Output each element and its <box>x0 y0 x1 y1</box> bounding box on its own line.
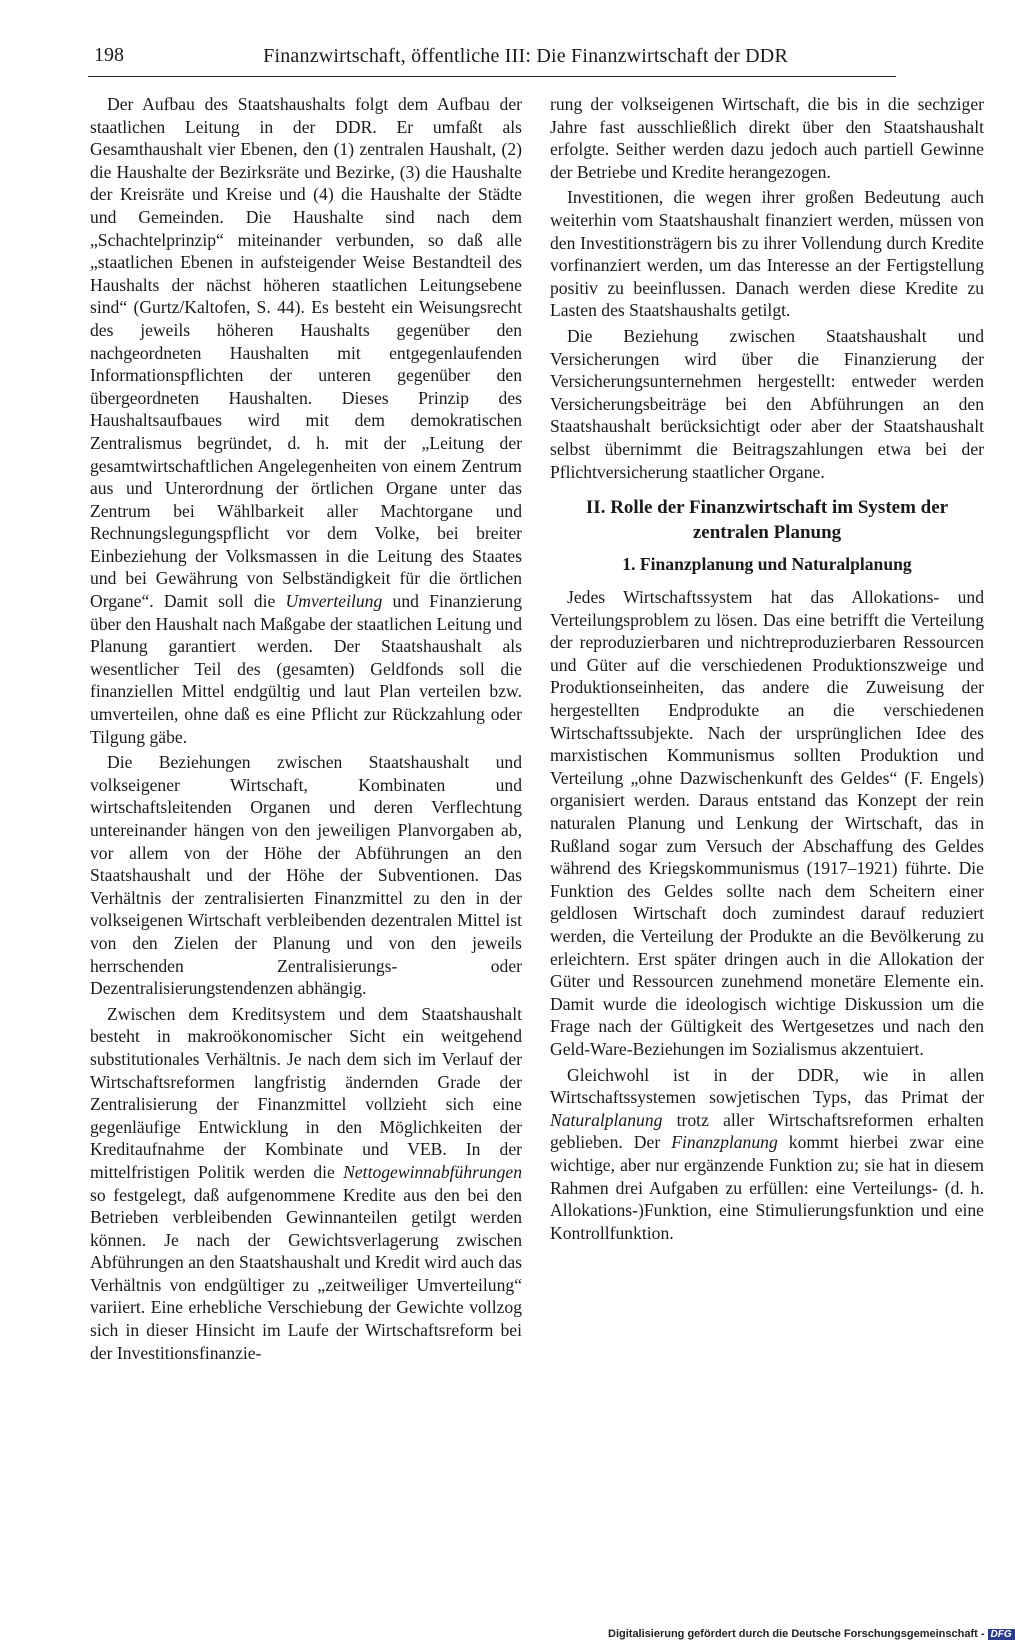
paragraph-text: und Finanzierung über den Haushalt nach Maßgabe der staatlichen Leitung und Planung garantiert werden. Der Staatshaushalt als wesentlicher Teil des (gesamten) Geldfonds soll die finanziellen Mittel endgültig und laut Plan verteilen bzw. umverteilen, ohne daß es eine Pflicht zur Rückzahlung oder Tilgung gäbe. <box>90 591 522 747</box>
running-title: Finanzwirtschaft, öffentliche III: Die Finanzwirtschaft der DDR <box>263 45 788 67</box>
paragraph: Die Beziehung zwischen Staatshaushalt und Versicherungen wird über die Finanzierung der Versicherungsunternehmen hergestellt: entweder werden Versicherungsbeiträge bei den Abführungen an den Staatshaushalt berücksichtigt oder aber der Staatshaushalt selbst übernimmt die Beitragszahlungen etwa bei der Pflichtversicherung staatlicher Organe. <box>550 325 984 482</box>
italic-term: Nettogewinnabführungen <box>343 1161 522 1182</box>
italic-term: Finanzplanung <box>671 1132 778 1153</box>
paragraph-text: kommt hierbei zwar eine wichtige, aber nur ergänzende Funktion zu; sie hat in diesem Rahmen drei Aufgaben zu erfüllen: eine Verteilungs- (d. h. Allokations-)Funktion, eine Stimulierungsfunktion und eine Kontrollfunktion. <box>550 1132 984 1243</box>
digitization-footer <box>608 1628 1015 1640</box>
left-column <box>90 93 522 1364</box>
right-column <box>550 93 984 1244</box>
paragraph-text: Gleichwohl ist in der DDR, wie in allen Wirtschaftssystemen sowjetischen Typs, das Primat der <box>550 1064 984 1108</box>
paragraph-text: trotz aller Wirtschaftsreformen erhalten geblieben. Der <box>550 1109 984 1153</box>
section-heading: II. Rolle der Finanzwirtschaft im System der zentralen Planung <box>585 497 949 544</box>
paragraph-text: Der Aufbau des Staatshaushalts folgt dem Aufbau der staatlichen Leitung in der DDR. Er umfaßt als Gesamthaushalt vier Ebenen, den (1) zentralen Haushalt, (2) die Haushalte der Bezirksräte und Bezirke, (3) die Haushalte der Kreisräte und Kreise und (4) die Haushalte der Städte und Gemeinden. Die Haushalte sind nach dem „Schachtelprinzip“ miteinander verbunden, so daß alle „staatlichen Ebenen in aufsteigender Weise Bestandteil des Haushalts der nächst höheren staatlichen Leitungsebene sind“ (Gurtz/Kaltofen, S. 44). Es besteht ein Weisungsrecht des jeweils höheren Haushalts gegenüber den nachgeordneten Haushalten mit entgegenlaufenden Informationspflichten der unteren gegenüber den übergeordneten Haushalten. Dieses Prinzip des Haushaltsaufbaues wird mit dem demokratischen Zentralismus begründet, d. h. mit der „Leitung der gesamtwirtschaftlichen Angelegenheiten von einem Zentrum aus und Unterordnung der örtlichen Organe unter das Zentrum bei Wählbarkeit aller Machtorgane und Rechnungslegungspflicht vor dem Volke, bei breiter Einbeziehung der Volksmassen in die Leitung des Staates und bei Gewährung von Selbständigkeit für die örtlichen Organe“. Damit soll die <box>90 94 522 612</box>
paragraph <box>90 93 522 748</box>
paragraph: Investitionen, die wegen ihrer großen Bedeutung auch weiterhin vom Staatshaushalt finanziert werden, müssen von den Investitionsträgern bis zu ihrer Vollendung durch Kredite vorfinanziert werden, um das Interesse an der Fertigstellung positiv zu beeinflussen. Danach werden diese Kredite zu Lasten des Staatshaushalts getilgt. <box>550 187 984 321</box>
paragraph: Die Beziehungen zwischen Staatshaushalt und volkseigener Wirtschaft, Kombinaten und wirtschaftsleitenden Organen und deren Verflechtung untereinander hängen von den jeweiligen Planvorgaben ab, vor allem von der Höhe der Abführungen an den Staatshaushalt und der Höhe der Subventionen. Das Verhältnis der zentralisierten Finanzmittel zu den in der volkseigenen Wirtschaft verbleibenden dezentralen Mittel ist von den Zielen der Planung und von den jeweils herrschenden Zentralisierungs- oder Dezentralisierungstendenzen abhängig. <box>90 752 522 999</box>
paragraph <box>90 1003 522 1365</box>
page-number: 198 <box>94 44 124 66</box>
dfg-logo: DFG <box>988 1629 1015 1640</box>
paragraph <box>550 1064 984 1245</box>
paragraph: Jedes Wirtschaftssystem hat das Allokations- und Verteilungsproblem zu lösen. Das eine betrifft die Verteilung der reproduzierbaren und nichtreproduzierbaren Ressourcen und Güter auf die verschiedenen Produktionszweige und Produktionseinheiten, das andere die Zuweisung der hergestellten Endprodukte an die verschiedenen Wirtschaftssubjekte. Nach der ursprünglichen Idee des marxistischen Kommunismus sollten Produktion und Verteilung „ohne Dazwischenkunft des Geldes“ (F. Engels) organisiert werden. Daraus entstand das Konzept der rein naturalen Planung und Lenkung der Wirtschaft, das in Rußland sogar zum Versuch der Abschaffung des Geldes während des Kriegskommunismus (1917–1921) führte. Die Funktion des Geldes sollte nach dem Scheitern einer geldlosen Wirtschaft doch zumindest darauf reduziert werden, die Verteilung der Produkte an die Bevölkerung zu erleichtern. Erst später dringen auch in die Allokation der Güter und Ressourcen zunehmend monetäre Elemente ein. Damit wurde die ideologisch wichtige Diskussion um die Frage nach der Gültigkeit des Wertgesetzes und nach den Geld-Ware-Beziehungen im Sozialismus akzentuiert. <box>550 587 984 1059</box>
italic-term: Umverteilung <box>285 591 383 612</box>
paragraph-text: so festgelegt, daß aufgenommene Kredite aus den bei den Betrieben verbleibenden Gewinnanteilen getilgt werden können. Je nach der Gewichtsverlagerung zwischen Abführungen an den Staatshaushalt und Kredit wird auch das Verhältnis von endgültiger zu „zeitweiliger Umverteilung“ variiert. Eine erhebliche Verschiebung der Gewichte vollzog sich in dieser Hinsicht im Laufe der Wirtschaftsreform bei der Investitionsfinanzie- <box>90 1184 522 1363</box>
running-header <box>88 42 896 77</box>
paragraph: rung der volkseigenen Wirtschaft, die bis in die sechziger Jahre fast ausschließlich direkt über den Staatshaushalt erfolgte. Seither werden dazu jedoch auch partiell Gewinne der Betriebe und Kredite herangezogen. <box>550 94 984 182</box>
footer-text: Digitalisierung gefördert durch die Deutsche Forschungsgemeinschaft - <box>608 1628 985 1640</box>
subsection-heading: 1. Finanzplanung und Naturalplanung <box>622 554 912 575</box>
italic-term: Naturalplanung <box>550 1109 663 1130</box>
paragraph-text: Zwischen dem Kreditsystem und dem Staatshaushalt besteht in makroökonomischer Sicht ein weitgehend substitutionales Verhältnis. Je nach dem sich im Verlauf der Wirtschaftsreformen langfristig ändernden Grade der Zentralisierung der Finanzmittel vollzieht sich eine gegenläufige Entwicklung in den Möglichkeiten der Kreditaufnahme der Kombinate und VEB. In der mittelfristigen Politik werden die <box>90 1003 522 1182</box>
